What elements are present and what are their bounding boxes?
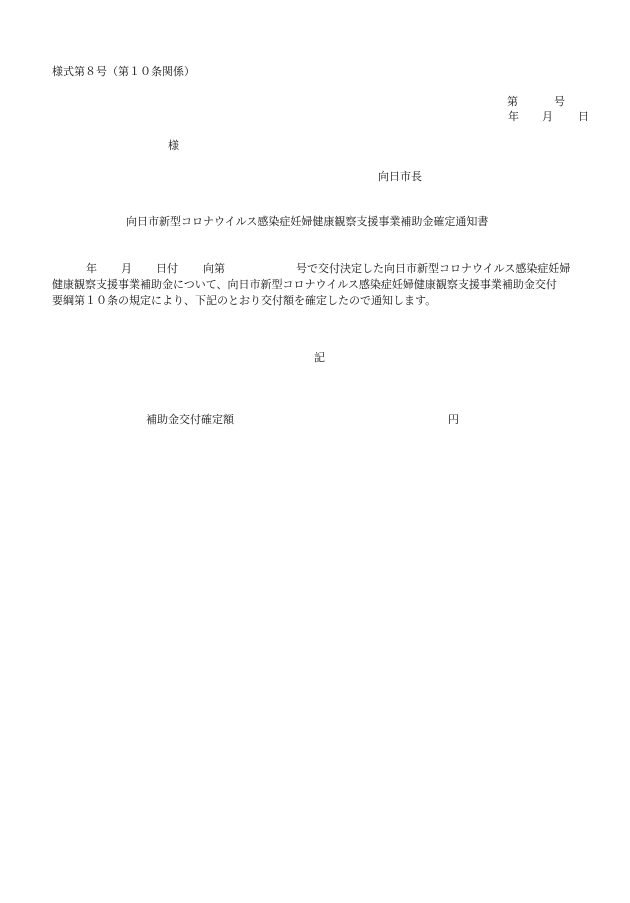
record-heading: 記 — [314, 351, 325, 364]
amount-label: 補助金交付確定額 — [146, 413, 234, 426]
date-day-label: 日 — [578, 110, 589, 123]
amount-unit: 円 — [448, 413, 459, 426]
issue-number-prefix: 第 — [507, 95, 518, 108]
body-date-month: 月 — [121, 262, 132, 275]
recipient-suffix: 様 — [168, 139, 179, 152]
issue-number-suffix: 号 — [554, 95, 565, 108]
document-title: 向日市新型コロナウイルス感染症妊婦健康観察支援事業補助金確定通知書 — [126, 215, 489, 228]
form-number: 様式第８号（第１０条関係） — [52, 65, 195, 78]
date-year-label: 年 — [508, 110, 519, 123]
body-ref-prefix: 向第 — [203, 262, 225, 275]
body-line1: 号で交付決定した向日市新型コロナウイルス感染症妊婦 — [296, 262, 571, 275]
body-line2: 健康観察支援事業補助金について、向日市新型コロナウイルス感染症妊婦健康観察支援事業補助金交付 — [52, 278, 557, 291]
body-date-year: 年 — [86, 262, 97, 275]
issuer-name: 向日市長 — [378, 170, 422, 183]
body-date-day: 日付 — [156, 262, 178, 275]
body-line3: 要綱第１０条の規定により、下記のとおり交付額を確定したので通知します。 — [52, 294, 437, 307]
date-month-label: 月 — [542, 110, 553, 123]
